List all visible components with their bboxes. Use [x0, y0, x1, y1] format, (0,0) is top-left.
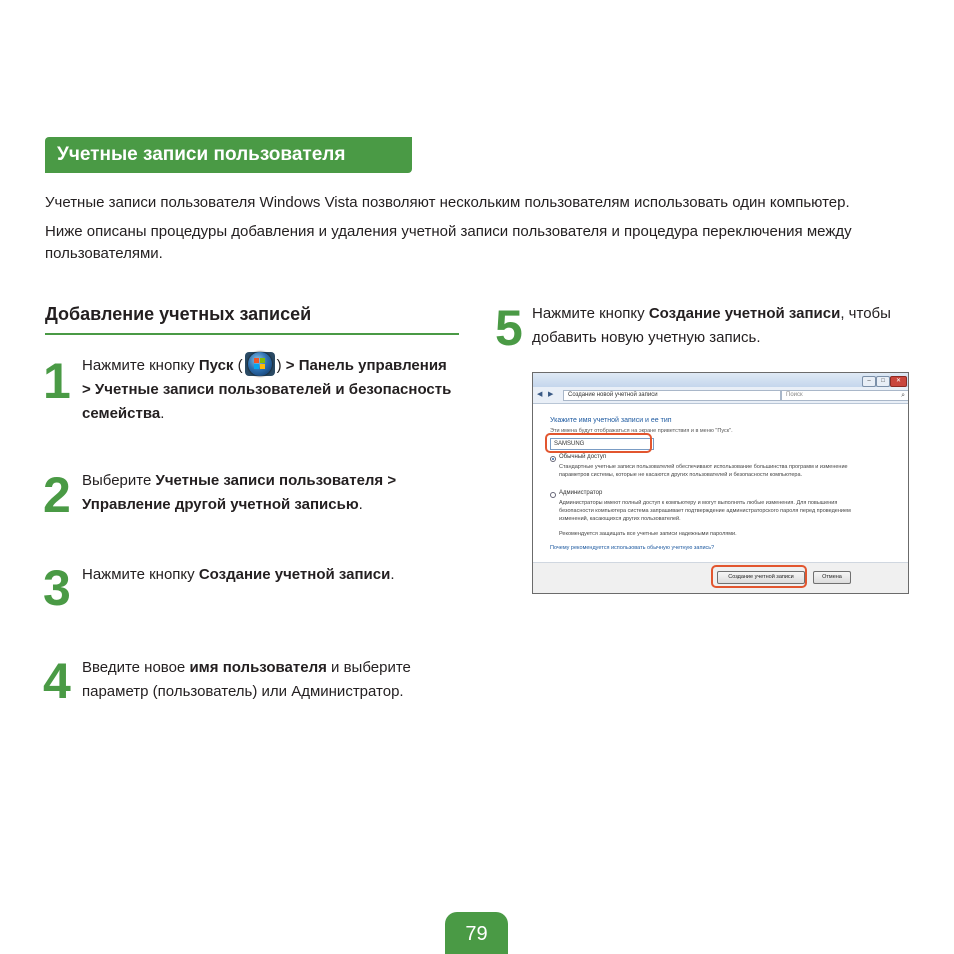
section-banner — [45, 137, 412, 173]
step-text-3: Нажмите кнопку Создание учетной записи. — [82, 566, 395, 583]
close-button[interactable]: ✕ — [890, 376, 907, 387]
step-text-4: Введите новое имя пользователя и выберите параметр (пользователь) или Администратор. — [82, 659, 411, 700]
account-name-input[interactable]: SAMSUNG — [550, 438, 654, 450]
standard-user-label: Обычный доступ — [559, 454, 607, 460]
create-highlight-ring — [711, 565, 807, 588]
windows-start-icon — [245, 352, 275, 376]
dialog-footer — [533, 562, 908, 594]
dialog-titlebar — [533, 373, 908, 387]
page-number-tab — [445, 912, 508, 954]
dialog-subtext: Эти имена будут отображаться на экране приветствия и в меню "Пуск". — [550, 428, 733, 434]
create-account-dialog — [532, 372, 909, 594]
password-recommendation: Рекомендуется защищать все учетные записи надежными паролями. — [559, 531, 737, 537]
subsection-heading: Добавление учетных записей — [45, 304, 459, 335]
administrator-label: Администратор — [559, 490, 603, 496]
intro-paragraph-2: Ниже описаны процедуры добавления и удаления учетной записи пользователя и процедура переключения между пользователями. — [45, 223, 852, 262]
standard-user-radio[interactable] — [550, 456, 556, 462]
step-text-2: Выберите Учетные записи пользователя > Управление другой учетной записью. — [82, 472, 397, 513]
step-text-5: Нажмите кнопку Создание учетной записи, чтобы добавить новую учетную запись. — [532, 305, 891, 346]
back-arrow-icon[interactable]: ◀ — [537, 391, 543, 398]
search-input[interactable]: Поиск ⌕ — [781, 390, 909, 401]
cancel-button[interactable]: Отмена — [813, 571, 851, 584]
name-highlight-ring — [545, 433, 652, 453]
step-number-3: 3 — [43, 560, 70, 616]
why-standard-link[interactable]: Почему рекомендуется использовать обычную учетную запись? — [550, 545, 715, 551]
page-number: 79 — [465, 923, 488, 945]
intro-paragraph-1: Учетные записи пользователя Windows Vista позволяют нескольким пользователям использовать один компьютер. — [45, 194, 850, 211]
section-title: Учетные записи пользователя — [57, 144, 346, 165]
standard-user-description: Стандартные учетные записи пользователей обеспечивают использование большинства программ и изменение параметров системы, которые не касаются других пользователей и безопасности компьютера. — [559, 464, 848, 478]
breadcrumb[interactable]: Создание новой учетной записи — [563, 390, 781, 401]
step-number-2: 2 — [43, 467, 70, 523]
search-icon[interactable]: ⌕ — [901, 392, 905, 399]
minimize-button[interactable]: – — [862, 376, 876, 387]
step-number-5: 5 — [495, 300, 522, 356]
forward-arrow-icon[interactable]: ▶ — [548, 391, 554, 398]
maximize-button[interactable]: □ — [876, 376, 890, 387]
dialog-heading: Укажите имя учетной записи и ее тип — [550, 417, 672, 424]
create-account-button[interactable]: Создание учетной записи — [717, 571, 805, 584]
administrator-radio[interactable] — [550, 492, 556, 498]
step-number-4: 4 — [43, 653, 70, 709]
step-number-1: 1 — [43, 353, 70, 409]
address-bar — [533, 387, 908, 404]
administrator-description: Администраторы имеют полный доступ к компьютеру и могут выполнять любые изменения. Для повышения безопасности компьютера система запрашивает подтверждение администраторского пароля перед проведением изменений, касающихся других пользователей. — [559, 500, 851, 522]
step-text-1: Нажмите кнопку Пуск ( ) > Панель управления > Учетные записи пользователей и безопасность семейства. — [82, 352, 454, 426]
